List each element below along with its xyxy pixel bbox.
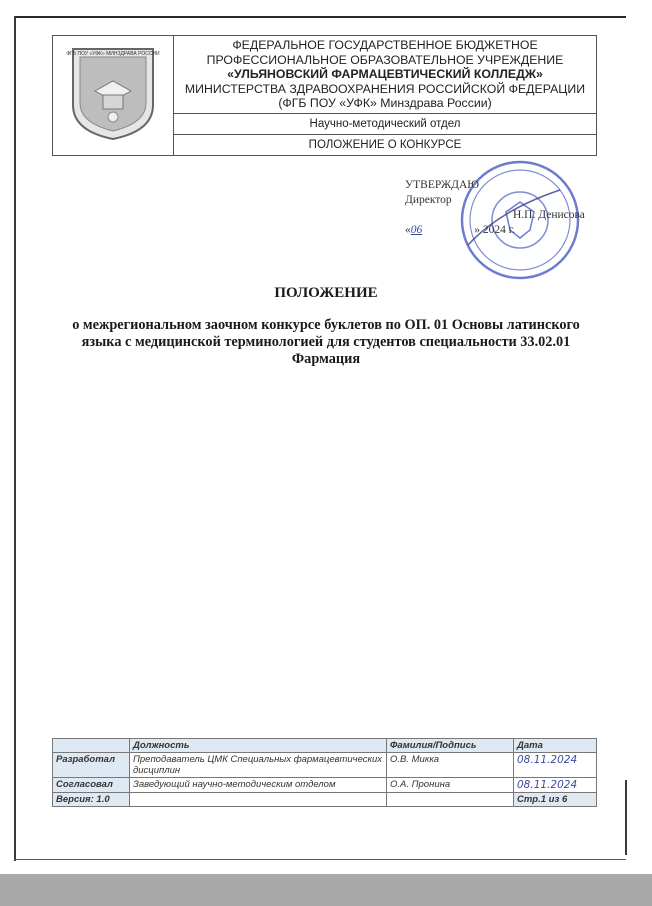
footer-header-cell: Должность [130,739,387,753]
org-line: МИНИСТЕРСТВА ЗДРАВООХРАНЕНИЯ РОССИЙСКОЙ ФЕДЕРАЦИИ [184,81,586,96]
college-name: «УЛЬЯНОВСКИЙ ФАРМАЦЕВТИЧЕСКИЙ КОЛЛЕДЖ» [227,67,543,81]
doc-type-label: ПОЛОЖЕНИЕ О КОНКУРСЕ [174,134,597,155]
org-line: ФЕДЕРАЛЬНОЕ ГОСУДАРСТВЕННОЕ БЮДЖЕТНОЕ [232,38,538,52]
row-signature: О.В. Микка [387,753,514,778]
approval-date-open: « [405,224,411,236]
empty-cell [387,793,514,807]
approval-date-rest: » 2024 г. [474,224,516,236]
approval-day: 06 [410,224,423,236]
approval-role: Директор [405,194,452,206]
bottom-gray-band [0,874,652,906]
approval-heading: УТВЕРЖДАЮ [405,179,480,191]
header-table [52,35,597,156]
footer-header-cell: Фамилия/Подпись [387,739,514,753]
row-date: 08.11.2024 [514,753,597,778]
page-number: Стр.1 из 6 [514,793,597,807]
page-edge-left [14,16,16,861]
page-edge-top [14,16,626,18]
row-label: Разработал [53,753,130,778]
college-emblem [65,43,161,143]
row-date: 08.11.2024 [514,778,597,793]
logo-text: ФГБ ПОУ «УФК» МИНЗДРАВА РОССИИ [66,50,160,57]
footer-header-cell: Дата [514,739,597,753]
row-position: Преподаватель ЦМК Специальных фармацевтических дисциплин [130,753,387,778]
org-line: (ФГБ ПОУ «УФК» Минздрава России) [278,96,492,110]
logo-cell [53,36,174,156]
row-label: Согласовал [53,778,130,793]
org-line: ПРОФЕССИОНАЛЬНОЕ ОБРАЗОВАТЕЛЬНОЕ УЧРЕЖДЕНИЕ [206,52,564,67]
table-row [53,793,597,807]
empty-cell [130,793,387,807]
table-row [53,778,597,793]
version-label: Версия: 1.0 [53,793,130,807]
row-position: Заведующий научно-методическим отделом [130,778,387,793]
footer-header-row [53,739,597,753]
document-title: ПОЛОЖЕНИЕ [274,285,378,301]
table-row [53,753,597,778]
row-signature: О.А. Пронина [387,778,514,793]
department-label: Научно-методический отдел [174,113,597,134]
page-edge-right [625,780,627,855]
approval-block [405,178,585,238]
document-subtitle: о межрегиональном заочном конкурсе буклетов по ОП. 01 Основы латинского языка с медицинской терминологией для студентов специальности 33.02.01 Фармация [72,317,580,367]
footer-header-cell [53,739,130,753]
page-edge-bottom [14,859,626,860]
footer-table [52,738,597,807]
approval-name: Н.П. Денисова [513,209,585,221]
organization-name [174,36,597,114]
